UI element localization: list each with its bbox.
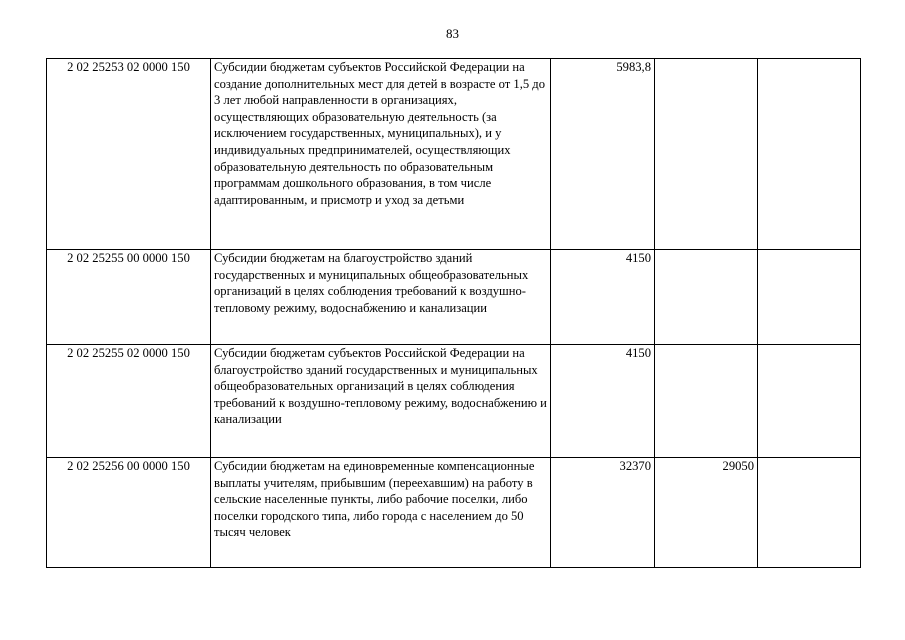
budget-code-cell: 2 02 25255 02 0000 150 [47,345,211,458]
description-cell: Субсидии бюджетам субъектов Российской Федерации на благоустройство зданий государственных и муниципальных общеобразовательных организаций в целях соблюдения требований к воздушно-тепловому режиму, водоснабжению и канализации [211,345,551,458]
budget-code-cell: 2 02 25255 00 0000 150 [47,250,211,345]
page-number: 83 [446,26,459,41]
amount-cell-2 [655,345,758,458]
amount-cell-1: 5983,8 [551,59,655,250]
amount-cell-2: 29050 [655,458,758,568]
table-row [47,458,861,568]
description-cell: Субсидии бюджетам на благоустройство зданий государственных и муниципальных общеобразовательных организаций в целях соблюдения требований к воздушно-тепловому режиму, водоснабжению и канализации [211,250,551,345]
budget-code-cell: 2 02 25256 00 0000 150 [47,458,211,568]
budget-code-cell: 2 02 25253 02 0000 150 [47,59,211,250]
amount-cell-2 [655,250,758,345]
amount-cell-1: 32370 [551,458,655,568]
amount-cell-3 [758,345,861,458]
amount-cell-2 [655,59,758,250]
amount-cell-1: 4150 [551,250,655,345]
description-cell: Субсидии бюджетам на единовременные компенсационные выплаты учителям, прибывшим (переехавшим) на работу в сельские населенные пункты, либо рабочие поселки, либо поселки городского типа, либо города с населением до 50 тысяч человек [211,458,551,568]
amount-cell-1: 4150 [551,345,655,458]
table-row [47,345,861,458]
budget-table [46,58,861,568]
amount-cell-3 [758,250,861,345]
table-row [47,59,861,250]
table-row [47,250,861,345]
description-cell: Субсидии бюджетам субъектов Российской Федерации на создание дополнительных мест для детей в возрасте от 1,5 до 3 лет любой направленности в организациях, осуществляющих образовательную деятельность (за исключением государственных, муниципальных), и у индивидуальных предпринимателей, осуществляющих образовательную деятельность по образовательным программам дошкольного образования, в том числе адаптированным, и присмотр и уход за детьми [211,59,551,250]
amount-cell-3 [758,458,861,568]
amount-cell-3 [758,59,861,250]
